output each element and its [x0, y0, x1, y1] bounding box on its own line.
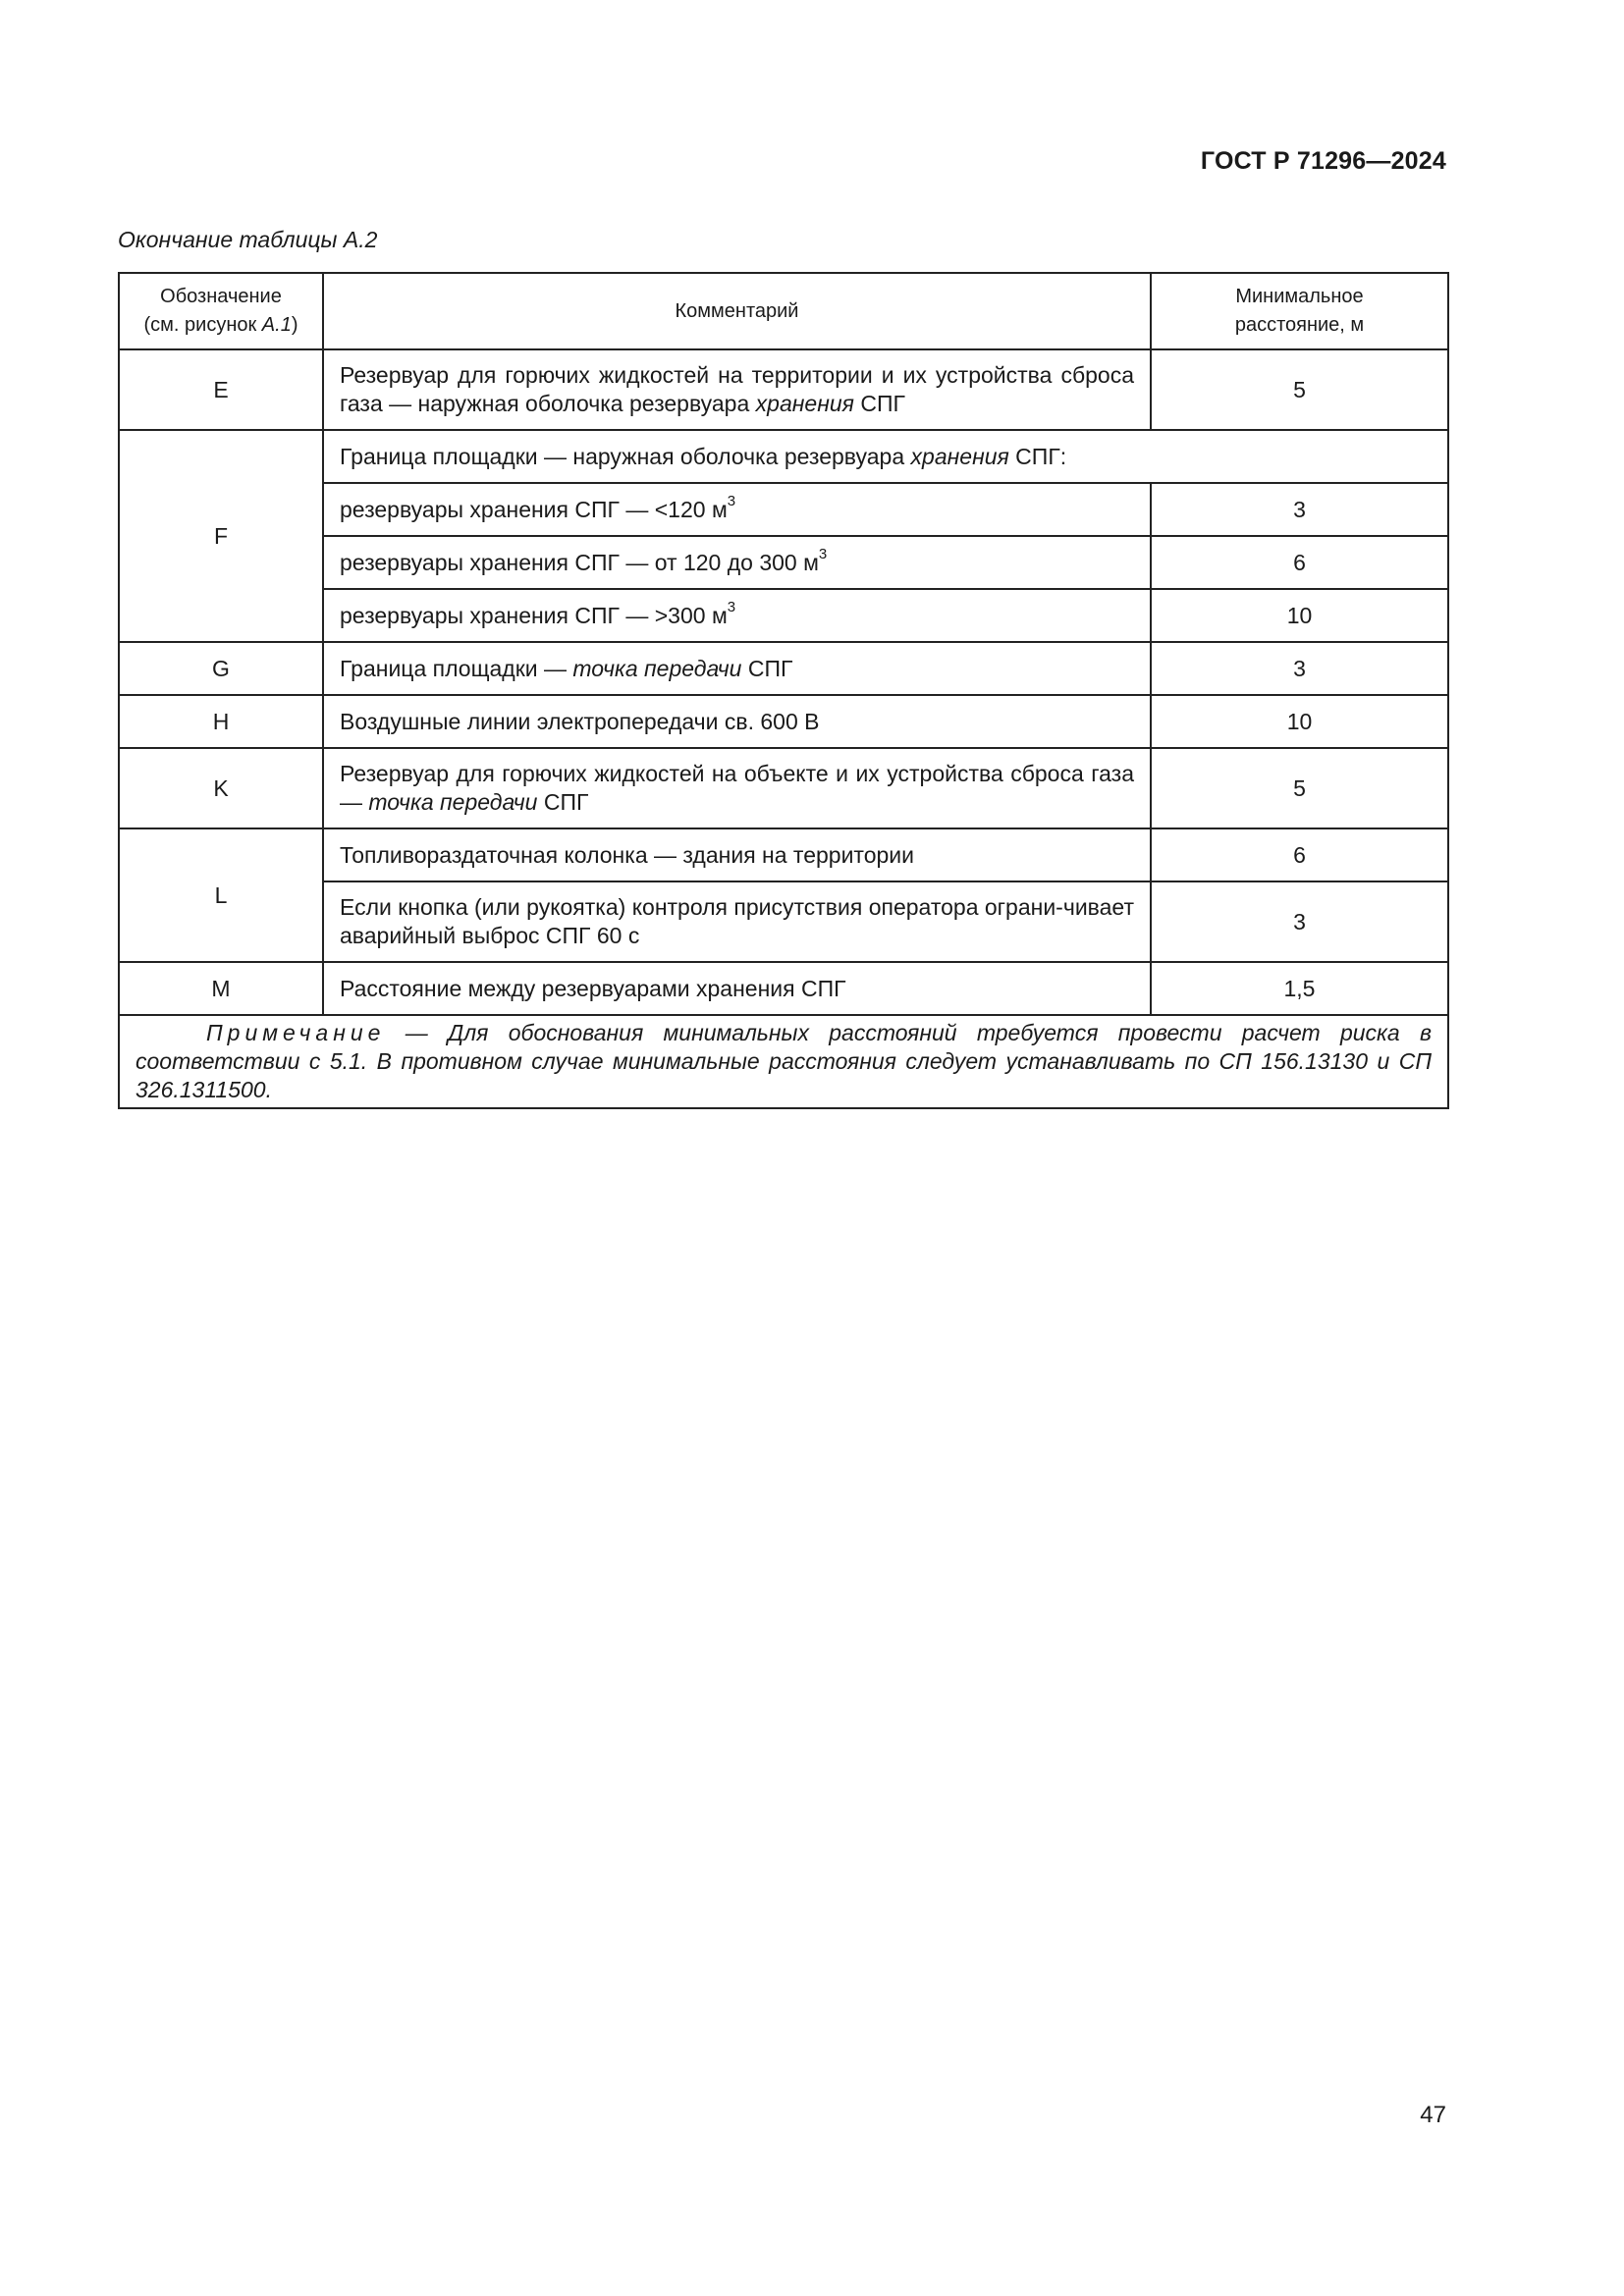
- row-code: M: [119, 962, 323, 1015]
- header-designation-line2-post: ): [291, 314, 298, 336]
- row-comment: [323, 642, 1151, 695]
- row-distance: 10: [1151, 589, 1448, 642]
- row-comment: Расстояние между резервуарами хранения СПГ: [323, 962, 1151, 1015]
- distances-table: [118, 272, 1449, 1109]
- header-designation-line2-pre: (см. рисунок: [143, 314, 262, 336]
- comment-text: Резервуар для горючих жидкостей на объекте и их устройства сброса газа —: [340, 761, 1134, 815]
- header-designation-figure-ref: А.1: [261, 314, 292, 336]
- table-row-l: [119, 828, 1448, 881]
- comment-text: Граница площадки —: [340, 655, 573, 681]
- row-comment: [323, 536, 1151, 589]
- row-distance: 1,5: [1151, 962, 1448, 1015]
- comment-italic: хранения: [755, 391, 854, 416]
- row-comment: [323, 483, 1151, 536]
- row-distance: 10: [1151, 695, 1448, 748]
- header-distance-line2: расстояние, м: [1234, 314, 1365, 336]
- table-row-m: [119, 962, 1448, 1015]
- comment-text-end: СПГ: [537, 789, 589, 815]
- row-comment-heading: [323, 430, 1448, 483]
- row-code: E: [119, 349, 323, 430]
- comment-italic: точка передачи: [572, 655, 742, 681]
- row-distance: 5: [1151, 748, 1448, 828]
- comment-text: Граница площадки — наружная оболочка резервуара: [340, 443, 911, 469]
- comment-text: Резервуар для горючих жидкостей на территории и их устройства сброса газа — наружная оболочка резервуара: [340, 362, 1134, 416]
- superscript: 3: [818, 545, 828, 562]
- row-code: K: [119, 748, 323, 828]
- row-comment: Воздушные линии электропередачи св. 600 В: [323, 695, 1151, 748]
- comment-italic: хранения: [910, 443, 1009, 469]
- row-code: L: [119, 828, 323, 962]
- comment-text: резервуары хранения СПГ — от 120 до 300 м: [340, 549, 819, 575]
- comment-text-end: СПГ: [741, 655, 793, 681]
- table-note-row: [119, 1015, 1448, 1108]
- table-row-h: [119, 695, 1448, 748]
- table-row-f: [119, 430, 1448, 483]
- row-distance: 3: [1151, 881, 1448, 962]
- table-note: [119, 1015, 1448, 1108]
- table-row-k: [119, 748, 1448, 828]
- comment-text-end: СПГ: [853, 391, 905, 416]
- page-number: 47: [1420, 2102, 1446, 2128]
- table-caption: Окончание таблицы А.2: [118, 227, 378, 252]
- row-comment: [323, 349, 1151, 430]
- comment-text-end: СПГ:: [1008, 443, 1067, 469]
- table-row-g: [119, 642, 1448, 695]
- header-distance: [1151, 273, 1448, 349]
- row-comment: Если кнопка (или рукоятка) контроля присутствия оператора ограни-чивает аварийный выброс СПГ 60 с: [323, 881, 1151, 962]
- header-designation: [119, 273, 323, 349]
- row-code: G: [119, 642, 323, 695]
- row-comment: [323, 748, 1151, 828]
- row-code: F: [119, 430, 323, 642]
- document-code: ГОСТ Р 71296—2024: [1200, 147, 1446, 175]
- row-distance: 5: [1151, 349, 1448, 430]
- row-distance: 6: [1151, 536, 1448, 589]
- superscript: 3: [727, 598, 736, 615]
- header-distance-line1: Минимальное: [1235, 286, 1364, 307]
- table-header-row: [119, 273, 1448, 349]
- row-distance: 6: [1151, 828, 1448, 881]
- header-designation-line1: Обозначение: [160, 286, 282, 307]
- row-distance: 3: [1151, 642, 1448, 695]
- comment-text: резервуары хранения СПГ — >300 м: [340, 602, 728, 628]
- note-text: — Для обоснования минимальных расстояний требуется провести расчет риска в соответствии с 5.1. В противном случае минимальные расстояния следует устанавливать по СП 156.13130 и СП 326.1311500.: [135, 1020, 1432, 1102]
- comment-italic: точка передачи: [368, 789, 538, 815]
- table-row-e: [119, 349, 1448, 430]
- row-comment: [323, 589, 1151, 642]
- header-comment: Комментарий: [323, 273, 1151, 349]
- comment-text: резервуары хранения СПГ — <120 м: [340, 496, 728, 522]
- row-comment: Топливораздаточная колонка — здания на территории: [323, 828, 1151, 881]
- superscript: 3: [727, 492, 736, 509]
- row-code: H: [119, 695, 323, 748]
- note-lead: Примечание: [206, 1020, 386, 1045]
- row-distance: 3: [1151, 483, 1448, 536]
